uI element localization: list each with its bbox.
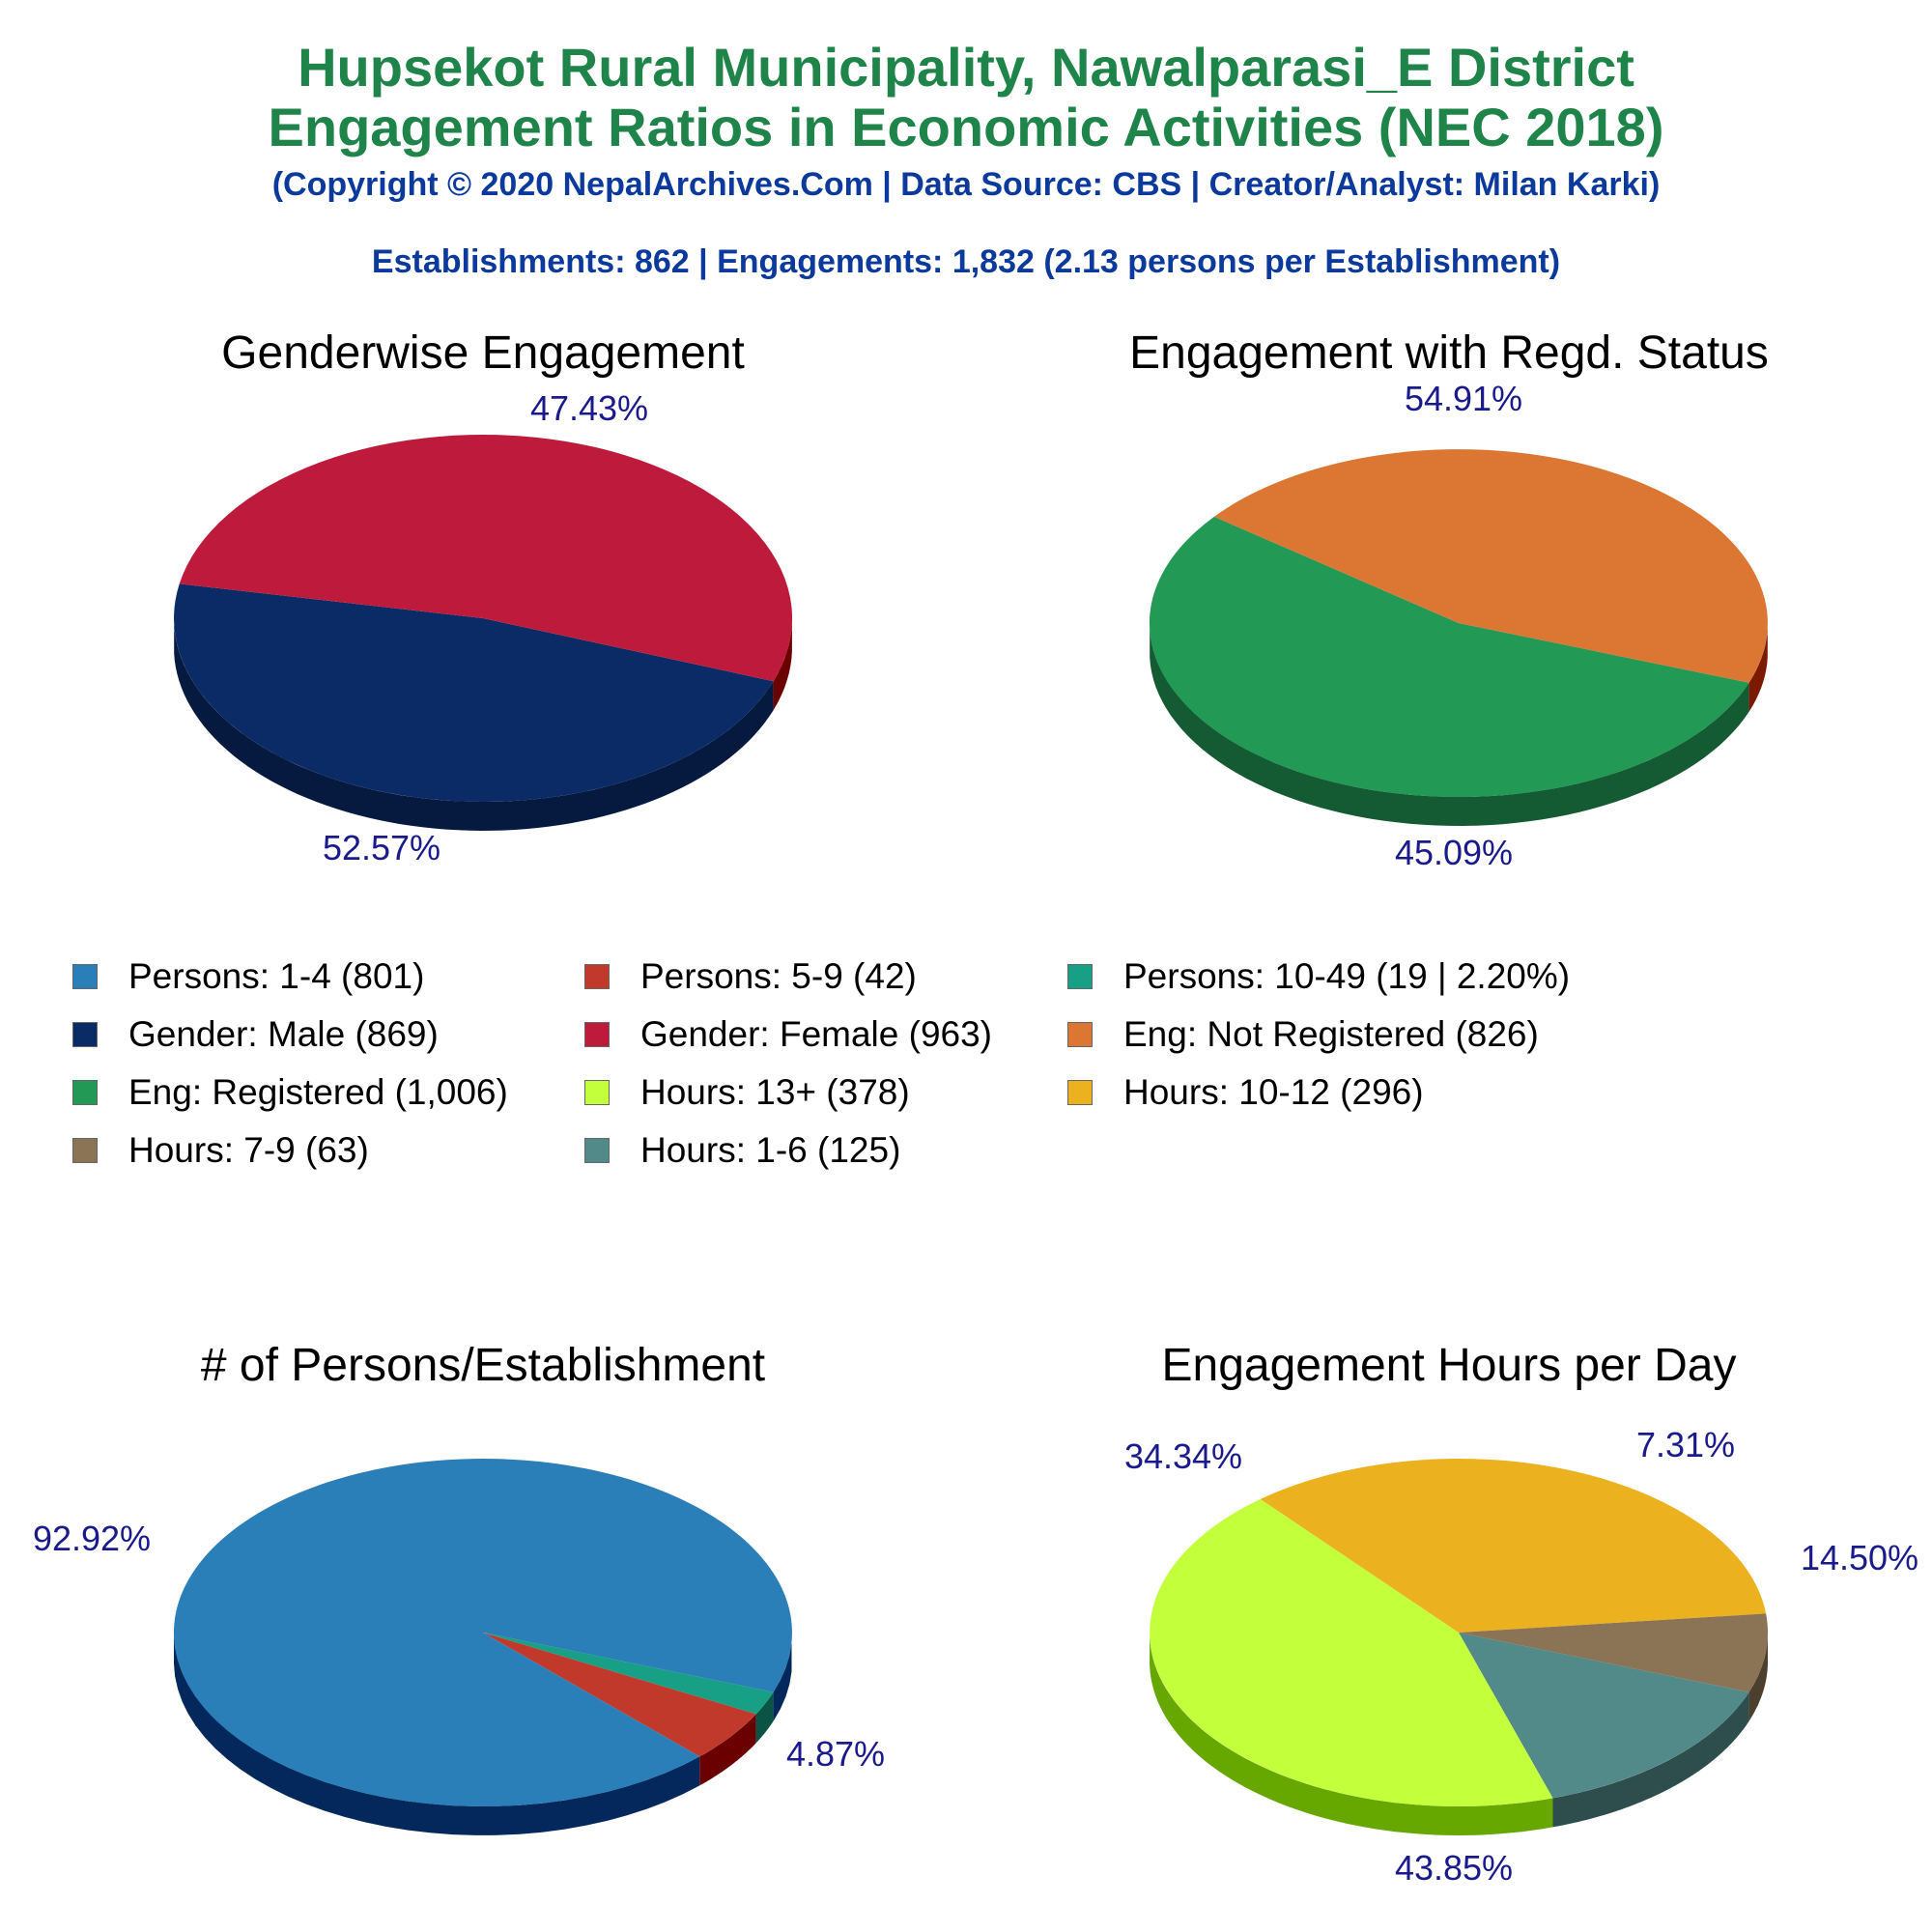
legend-swatch	[584, 1022, 610, 1047]
pie-percent-label: 34.34%	[1123, 1436, 1243, 1476]
legend-item	[72, 1130, 369, 1171]
chart-title-hours: Engagement Hours per Day	[1161, 1340, 1737, 1391]
legend-item	[584, 1014, 992, 1055]
legend-swatch	[72, 1022, 98, 1047]
legend-item	[72, 1072, 508, 1113]
copyright-line: (Copyright © 2020 NepalArchives.Com | Data Source: CBS | Creator/Analyst: Milan Karki)	[271, 166, 1661, 203]
legend-label: Eng: Registered (1,006)	[128, 1072, 508, 1112]
legend-item	[1067, 1014, 1539, 1055]
legend-item	[584, 956, 917, 997]
pie-chart-0	[174, 388, 792, 867]
chart-title-regd: Engagement with Regd. Status	[1129, 327, 1769, 379]
legend-label: Persons: 10-49 (19 | 2.20%)	[1123, 956, 1571, 996]
pie-chart-2	[33, 1459, 885, 1835]
pie-percent-label: 7.31%	[1635, 1425, 1736, 1464]
pie-percent-label: 45.09%	[1394, 833, 1514, 872]
pie-percent-label: 47.43%	[529, 388, 649, 428]
legend-item	[1067, 1072, 1424, 1113]
legend-label: Gender: Female (963)	[640, 1014, 993, 1054]
legend-label: Gender: Male (869)	[128, 1014, 439, 1054]
legend-item	[72, 956, 424, 997]
pie-percent-label: 92.92%	[32, 1519, 152, 1558]
legend-swatch	[72, 1080, 98, 1105]
legend-swatch	[584, 1080, 610, 1105]
legend-label: Hours: 10-12 (296)	[1123, 1072, 1424, 1112]
legend-label: Hours: 1-6 (125)	[640, 1130, 901, 1170]
pie-percent-label: 14.50%	[1800, 1538, 1919, 1577]
legend-label: Persons: 5-9 (42)	[640, 956, 917, 996]
chart-title-gender: Genderwise Engagement	[221, 327, 745, 379]
pie-percent-label: 52.57%	[322, 828, 441, 867]
pie-chart-1	[1150, 379, 1768, 872]
page-title-line1: Hupsekot Rural Municipality, Nawalparasi_E District	[298, 37, 1634, 98]
pie-percent-label: 43.85%	[1394, 1848, 1514, 1888]
legend-swatch	[1067, 1080, 1093, 1105]
pie-chart-3	[1124, 1425, 1918, 1888]
page-title-line2: Engagement Ratios in Economic Activities (NEC 2018)	[268, 97, 1664, 157]
legend-item	[72, 1014, 439, 1055]
legend-label: Eng: Not Registered (826)	[1123, 1014, 1539, 1054]
legend-swatch	[1067, 964, 1093, 989]
legend-label: Hours: 13+ (378)	[640, 1072, 910, 1112]
pie-percent-label: 54.91%	[1404, 379, 1523, 418]
legend-swatch	[584, 964, 610, 989]
legend-swatch	[584, 1138, 610, 1163]
summary-line: Establishments: 862 | Engagements: 1,832 (2.13 persons per Establishment)	[371, 243, 1561, 280]
pie-percent-label: 4.87%	[785, 1734, 886, 1774]
chart-title-persons: # of Persons/Establishment	[200, 1340, 766, 1391]
legend-swatch	[1067, 1022, 1093, 1047]
legend-swatch	[72, 964, 98, 989]
legend-item	[584, 1130, 900, 1171]
legend-label: Hours: 7-9 (63)	[128, 1130, 369, 1170]
legend-item	[584, 1072, 910, 1113]
legend-label: Persons: 1-4 (801)	[128, 956, 425, 996]
legend-swatch	[72, 1138, 98, 1163]
legend-item	[1067, 956, 1570, 997]
